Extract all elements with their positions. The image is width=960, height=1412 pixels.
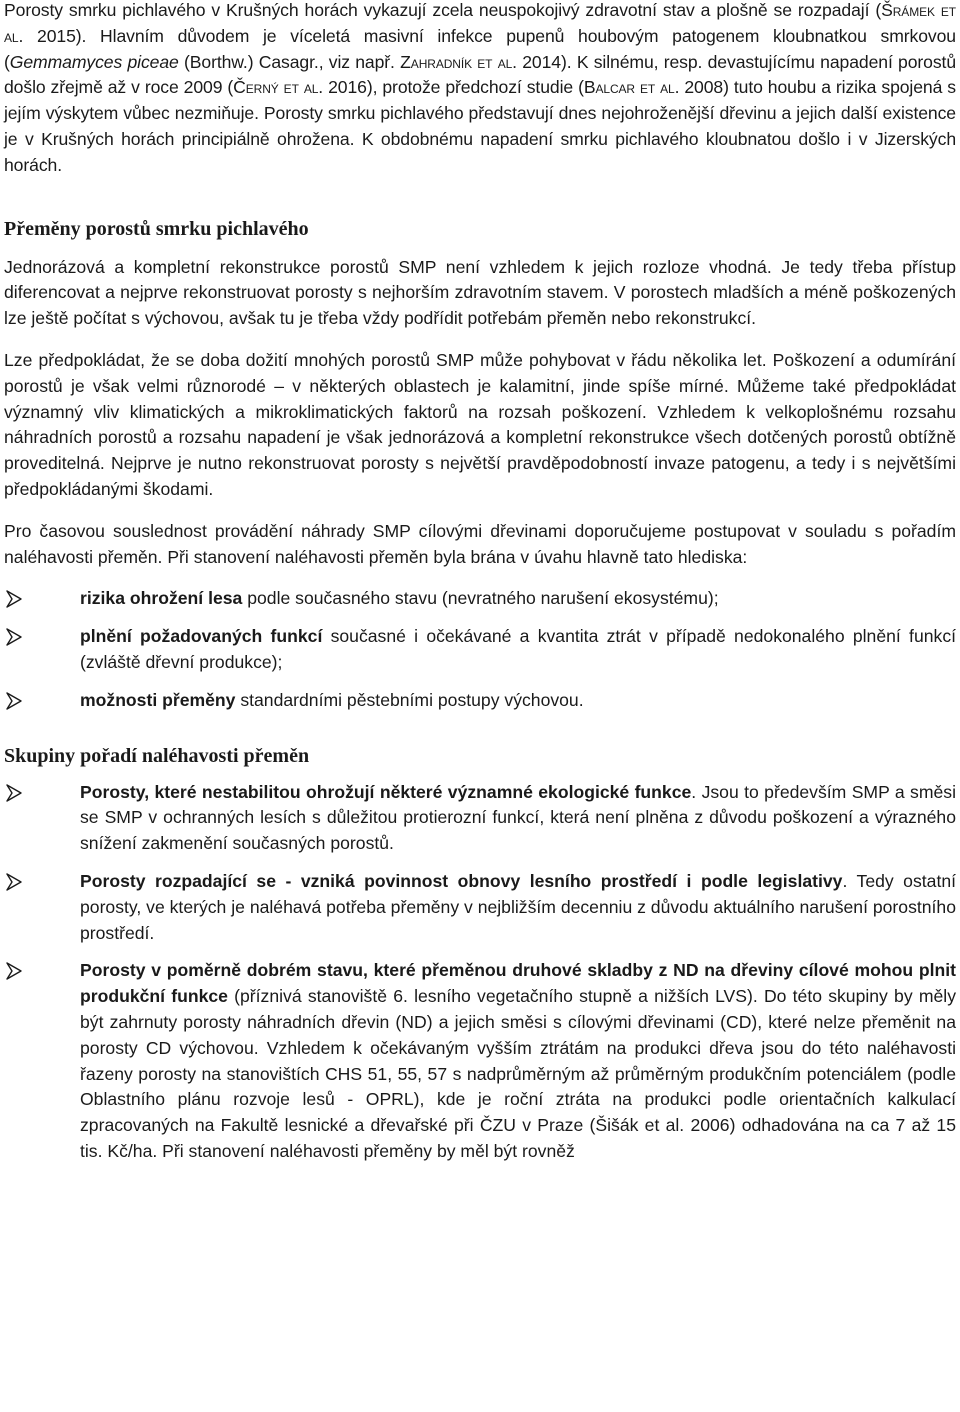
- citation: Balcar et al.: [583, 77, 680, 98]
- urgency-groups-list: [4, 780, 956, 1165]
- list-item: Porosty, které nestabilitou ohrožují některé významné ekologické funkce. Jsou to především SMP a směsi se SMP v ochranných lesích s důležitou protierozní funkcí, která není plněna z důvodu poškození a výrazného snížení zakmenění současných porostů.: [4, 780, 956, 857]
- arrow-bullet-icon: [6, 628, 22, 646]
- list-item: Porosty rozpadající se - vzniká povinnost obnovy lesního prostředí i podle legislativy. Tedy ostatní porosty, ve kterých je naléhavá potřeba přeměny v nejbližším decenniu z důvodu aktuálního narušení porostního prostředí.: [4, 869, 956, 946]
- paragraph: Lze předpokládat, že se doba dožití mnohých porostů SMP může pohybovat v řádu několika let. Poškození a odumírání porostů je však velmi různorodé – v některých oblastech je kalamitní, jinde spíše mírné. Můžeme také předpokládat významný vliv klimatických a mikroklimatických faktorů na rozsah poškození. Vzhledem k velkoplošnému rozsahu náhradních porostů a rozsahu napadení je však jednorázová a kompletní rekonstrukce všech dotčených porostů obtížně proveditelná. Nejprve je nutno rekonstruovat porosty s největší pravděpodobností invaze patogenu, a tedy i s největšími předpokládanými škodami.: [4, 349, 956, 499]
- section-heading-conversions: Přeměny porostů smrku pichlavého: [4, 217, 309, 240]
- list-item: rizika ohrožení lesa podle současného stavu (nevratného narušení ekosystému);: [4, 586, 956, 612]
- arrow-bullet-icon: [6, 784, 22, 802]
- species-name: Gemmamyces piceae: [9, 51, 179, 72]
- criteria-list: [4, 586, 956, 713]
- arrow-bullet-icon: [6, 590, 22, 608]
- arrow-bullet-icon: [6, 962, 22, 980]
- list-item: Porosty v poměrně dobrém stavu, které přeměnou druhové skladby z ND na dřeviny cílové mohou plnit produkční funkce (příznivá stanoviště 6. lesního vegetačního stupně a nižších LVS). Do této skupiny by měly být zahrnuty porosty náhradních dřevin (ND) a jejich směsi s cílovými dřevinami (CD), které nelze přeměnit na porosty CD výchovou. Vzhledem k očekávaným vyšším ztrátám na produkci dřeva jsou do této naléhavosti řazeny porosty na stanovištích CHS 51, 55, 57 s nadprůměrným až průměrným produkčním potenciálem (podle Oblastního plánu rozvoje lesů - OPRL), kde je roční ztráta na produkci podle orientačních kalkulací zpracovaných na Fakultě lesnické a dřevařské při ČZU v Praze (Šišák et al. 2006) odhadována na ca 7 až 15 tis. Kč/ha. Při stanovení naléhavosti přeměny by měl být rovněž: [4, 958, 956, 1164]
- intro-paragraph: Porosty smrku pichlavého v Krušných horách vykazují zcela neuspokojivý zdravotní stav a plošně se rozpadají (Šrámek et al. 2015). Hlavním důvodem je víceletá masivní infekce pupenů houbovým patogenem kloubnatkou smrkovou (Gemmamyces piceae (Borthw.) Casagr., viz např. Zahradník et al. 2014). K silnému, resp. devastujícímu napadení porostů došlo zřejmě až v roce 2009 (Černý et al. 2016), protože předchozí studie (Balcar et al. 2008) tuto houbu a rizika spojená s jejím výskytem vůbec nezmiňuje. Porosty smrku pichlavého představují dnes nejohroženější dřevinu a jejich další existence je v Krušných horách principiálně ohrožena. K obdobnému napadení smrku pichlavého kloubnatou došlo i v Jizerských horách.: [4, 0, 957, 175]
- list-item: plnění požadovaných funkcí současné i očekávané a kvantita ztrát v případě nedokonalého plnění funkcí (zvláště dřevní produkce);: [4, 624, 956, 676]
- citation: Zahradník et al.: [400, 51, 517, 72]
- section-heading-urgency-groups: Skupiny pořadí naléhavosti přeměn: [4, 744, 310, 767]
- arrow-bullet-icon: [6, 692, 22, 710]
- paragraph: Jednorázová a kompletní rekonstrukce porostů SMP není vzhledem k jejich rozloze vhodná. Je tedy třeba přístup diferencovat a nejprve rekonstruovat porosty s nejhorším zdravotním stavem. V porostech mladších a méně poškozených lze ještě počítat s výchovou, avšak tu je třeba vždy podřídit potřebám přeměn nebo rekonstrukcí.: [4, 256, 956, 329]
- citation: Šrámek et al.: [4, 0, 957, 46]
- list-item: možnosti přeměny standardními pěstebními postupy výchovou.: [4, 688, 956, 714]
- arrow-bullet-icon: [6, 873, 22, 891]
- citation: Černý et al.: [233, 77, 324, 98]
- paragraph: Pro časovou souslednost provádění náhrady SMP cílovými dřevinami doporučujeme postupovat v souladu s pořadím naléhavosti přeměn. Při stanovení naléhavosti přeměn byla brána v úvahu hlavně tato hlediska:: [4, 520, 956, 567]
